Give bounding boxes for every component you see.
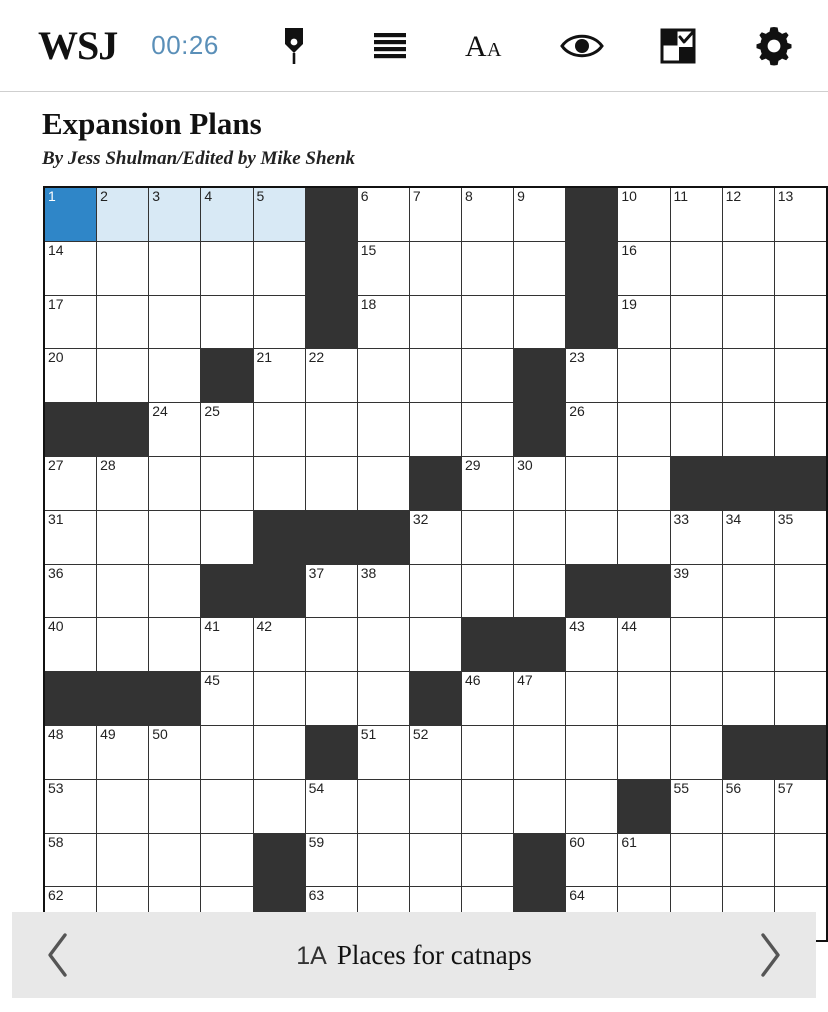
grid-cell[interactable] bbox=[97, 241, 149, 295]
grid-cell[interactable] bbox=[357, 456, 409, 510]
grid-cell[interactable] bbox=[357, 564, 409, 618]
grid-cell[interactable] bbox=[774, 187, 827, 241]
cell-number: 48 bbox=[48, 725, 64, 742]
list-icon[interactable] bbox=[368, 22, 412, 70]
grid-cell[interactable] bbox=[97, 456, 149, 510]
cell-number: 21 bbox=[256, 349, 273, 366]
grid-cell[interactable] bbox=[462, 564, 514, 618]
grid-cell[interactable] bbox=[618, 456, 670, 510]
grid-cell[interactable] bbox=[201, 725, 253, 779]
timer-display[interactable]: 00:26 bbox=[151, 30, 219, 60]
pencil-icon[interactable] bbox=[272, 22, 316, 70]
grid-cell[interactable] bbox=[670, 725, 722, 779]
grid-cell[interactable] bbox=[305, 672, 357, 726]
grid-block-cell bbox=[670, 456, 722, 510]
grid-cell[interactable] bbox=[149, 187, 201, 241]
grid-cell[interactable] bbox=[774, 349, 827, 403]
grid-cell[interactable] bbox=[514, 672, 566, 726]
grid-cell[interactable] bbox=[149, 618, 201, 672]
grid-cell[interactable] bbox=[44, 349, 97, 403]
grid-cell[interactable] bbox=[670, 672, 722, 726]
cell-number: 14 bbox=[48, 241, 64, 258]
cell-number: 10 bbox=[621, 188, 637, 204]
cell-number: 9 bbox=[517, 188, 525, 204]
cell-number: 56 bbox=[725, 779, 742, 796]
cell-number: 60 bbox=[569, 833, 585, 850]
clue-label: Places for catnaps bbox=[336, 939, 532, 970]
grid-cell[interactable] bbox=[618, 295, 670, 349]
crossword-grid-container bbox=[0, 178, 828, 942]
puzzle-byline: By Jess Shulman/Edited by Mike Shenk bbox=[42, 148, 356, 169]
grid-row bbox=[44, 672, 827, 726]
grid-cell[interactable] bbox=[670, 618, 722, 672]
cell-number: 59 bbox=[308, 833, 325, 850]
reveal-eye-icon[interactable] bbox=[560, 22, 604, 70]
grid-row bbox=[44, 779, 827, 833]
grid-cell[interactable] bbox=[670, 779, 722, 833]
grid-cell[interactable] bbox=[97, 833, 149, 887]
grid-row bbox=[44, 241, 827, 295]
grid-cell[interactable] bbox=[97, 564, 149, 618]
cell-number: 54 bbox=[308, 779, 325, 796]
grid-cell[interactable] bbox=[514, 510, 566, 564]
grid-row bbox=[44, 618, 827, 672]
grid-cell[interactable] bbox=[409, 618, 461, 672]
grid-cell[interactable] bbox=[566, 403, 618, 457]
grid-block-cell bbox=[253, 510, 305, 564]
grid-cell[interactable] bbox=[462, 349, 514, 403]
grid-cell[interactable] bbox=[409, 564, 461, 618]
grid-cell[interactable] bbox=[566, 833, 618, 887]
grid-block-cell bbox=[305, 187, 357, 241]
grid-cell[interactable] bbox=[618, 187, 670, 241]
wsj-logo: WSJ bbox=[38, 23, 118, 68]
grid-cell[interactable] bbox=[670, 510, 722, 564]
grid-block-cell bbox=[514, 618, 566, 672]
grid-row bbox=[44, 564, 827, 618]
cell-number: 33 bbox=[673, 510, 690, 527]
grid-block-cell bbox=[305, 241, 357, 295]
grid-cell[interactable] bbox=[462, 725, 514, 779]
grid-cell[interactable] bbox=[409, 187, 461, 241]
grid-cell[interactable] bbox=[722, 833, 774, 887]
grid-cell[interactable] bbox=[462, 187, 514, 241]
cell-number: 25 bbox=[204, 403, 220, 420]
grid-row bbox=[44, 456, 827, 510]
cell-number: 8 bbox=[465, 188, 473, 204]
grid-cell[interactable] bbox=[253, 618, 305, 672]
grid-block-cell bbox=[409, 672, 461, 726]
grid-cell[interactable] bbox=[566, 779, 618, 833]
grid-cell[interactable] bbox=[409, 725, 461, 779]
cell-number: 22 bbox=[308, 349, 325, 366]
grid-cell[interactable] bbox=[409, 241, 461, 295]
grid-row bbox=[44, 833, 827, 887]
grid-cell[interactable] bbox=[462, 510, 514, 564]
grid-cell[interactable] bbox=[409, 833, 461, 887]
grid-cell[interactable] bbox=[305, 618, 357, 672]
cell-number: 36 bbox=[48, 564, 64, 581]
grid-cell[interactable] bbox=[462, 833, 514, 887]
grid-cell[interactable] bbox=[357, 618, 409, 672]
grid-cell[interactable] bbox=[44, 456, 97, 510]
crossword-grid[interactable] bbox=[43, 186, 828, 942]
cell-number: 19 bbox=[621, 295, 637, 312]
grid-cell[interactable] bbox=[514, 187, 566, 241]
grid-block-cell bbox=[201, 564, 253, 618]
cell-number: 34 bbox=[725, 510, 742, 527]
current-clue[interactable] bbox=[86, 940, 742, 971]
grid-cell[interactable] bbox=[618, 672, 670, 726]
grid-cell[interactable] bbox=[670, 564, 722, 618]
cell-number: 51 bbox=[360, 725, 377, 742]
grid-cell[interactable] bbox=[201, 510, 253, 564]
grid-cell[interactable] bbox=[149, 295, 201, 349]
grid-row bbox=[44, 349, 827, 403]
cell-number: 1 bbox=[48, 188, 56, 204]
grid-block-cell bbox=[566, 295, 618, 349]
grid-block-cell bbox=[514, 349, 566, 403]
grid-block-cell bbox=[618, 779, 670, 833]
grid-cell[interactable] bbox=[97, 725, 149, 779]
cell-number: 53 bbox=[48, 779, 64, 796]
grid-cell[interactable] bbox=[149, 241, 201, 295]
grid-block-cell bbox=[618, 564, 670, 618]
clue-bar bbox=[12, 912, 816, 998]
grid-cell[interactable] bbox=[253, 241, 305, 295]
grid-cell[interactable] bbox=[253, 349, 305, 403]
grid-cell[interactable] bbox=[305, 833, 357, 887]
grid-block-cell bbox=[774, 725, 827, 779]
grid-cell[interactable] bbox=[774, 618, 827, 672]
cell-number: 63 bbox=[308, 887, 325, 904]
grid-cell[interactable] bbox=[201, 403, 253, 457]
grid-cell[interactable] bbox=[44, 510, 97, 564]
grid-cell[interactable] bbox=[305, 564, 357, 618]
grid-cell[interactable] bbox=[357, 349, 409, 403]
grid-cell[interactable] bbox=[722, 241, 774, 295]
cell-number: 23 bbox=[569, 349, 585, 366]
grid-cell[interactable] bbox=[774, 564, 827, 618]
clue-number: 1A bbox=[296, 941, 327, 970]
cell-number: 20 bbox=[48, 349, 64, 366]
cell-number: 6 bbox=[360, 188, 369, 204]
cell-number: 16 bbox=[621, 241, 637, 258]
grid-cell[interactable] bbox=[253, 187, 305, 241]
cell-number: 57 bbox=[777, 779, 794, 796]
grid-cell[interactable] bbox=[44, 725, 97, 779]
font-size-icon[interactable] bbox=[464, 22, 508, 70]
grid-block-cell bbox=[774, 456, 827, 510]
cell-number: 11 bbox=[673, 188, 689, 204]
grid-cell[interactable] bbox=[44, 295, 97, 349]
grid-block-cell bbox=[97, 672, 149, 726]
grid-cell[interactable] bbox=[253, 672, 305, 726]
grid-cell[interactable] bbox=[97, 295, 149, 349]
grid-cell[interactable] bbox=[201, 833, 253, 887]
cell-number: 4 bbox=[204, 188, 213, 204]
grid-block-cell bbox=[722, 725, 774, 779]
grid-cell[interactable] bbox=[514, 779, 566, 833]
grid-cell[interactable] bbox=[149, 456, 201, 510]
grid-cell[interactable] bbox=[409, 349, 461, 403]
grid-cell[interactable] bbox=[774, 779, 827, 833]
cell-number: 43 bbox=[569, 618, 585, 635]
cell-number: 7 bbox=[412, 188, 421, 204]
check-grid-icon[interactable] bbox=[656, 22, 700, 70]
grid-cell[interactable] bbox=[722, 403, 774, 457]
grid-cell[interactable] bbox=[253, 779, 305, 833]
grid-block-cell bbox=[44, 672, 97, 726]
grid-cell[interactable] bbox=[201, 456, 253, 510]
grid-cell[interactable] bbox=[97, 349, 149, 403]
grid-block-cell bbox=[201, 349, 253, 403]
cell-number: 3 bbox=[152, 188, 161, 204]
grid-row bbox=[44, 295, 827, 349]
cell-number: 61 bbox=[621, 833, 637, 850]
grid-cell[interactable] bbox=[670, 349, 722, 403]
grid-cell[interactable] bbox=[201, 187, 253, 241]
grid-cell[interactable] bbox=[774, 510, 827, 564]
grid-block-cell bbox=[514, 833, 566, 887]
grid-block-cell bbox=[305, 510, 357, 564]
grid-block-cell bbox=[253, 833, 305, 887]
grid-block-cell bbox=[305, 725, 357, 779]
grid-cell[interactable] bbox=[357, 672, 409, 726]
grid-cell[interactable] bbox=[44, 241, 97, 295]
grid-cell[interactable] bbox=[566, 510, 618, 564]
grid-cell[interactable] bbox=[149, 349, 201, 403]
grid-cell[interactable] bbox=[44, 833, 97, 887]
grid-cell[interactable] bbox=[514, 295, 566, 349]
grid-cell[interactable] bbox=[305, 456, 357, 510]
cell-number: 12 bbox=[725, 188, 742, 204]
grid-cell[interactable] bbox=[305, 349, 357, 403]
grid-cell[interactable] bbox=[149, 564, 201, 618]
cell-number: 32 bbox=[412, 510, 429, 527]
cell-number: 15 bbox=[360, 241, 377, 258]
grid-cell[interactable] bbox=[514, 456, 566, 510]
grid-cell[interactable] bbox=[201, 295, 253, 349]
grid-row bbox=[44, 187, 827, 241]
cell-number: 44 bbox=[621, 618, 637, 635]
grid-cell[interactable] bbox=[722, 618, 774, 672]
grid-cell[interactable] bbox=[566, 349, 618, 403]
grid-cell[interactable] bbox=[618, 618, 670, 672]
grid-block-cell bbox=[409, 456, 461, 510]
grid-block-cell bbox=[566, 187, 618, 241]
cell-number: 5 bbox=[256, 188, 265, 204]
grid-cell[interactable] bbox=[149, 833, 201, 887]
grid-cell[interactable] bbox=[566, 618, 618, 672]
grid-cell[interactable] bbox=[357, 779, 409, 833]
grid-block-cell bbox=[97, 403, 149, 457]
grid-cell[interactable] bbox=[97, 510, 149, 564]
grid-row bbox=[44, 725, 827, 779]
grid-block-cell bbox=[722, 456, 774, 510]
grid-cell[interactable] bbox=[201, 618, 253, 672]
grid-cell[interactable] bbox=[462, 456, 514, 510]
grid-cell[interactable] bbox=[253, 456, 305, 510]
grid-cell[interactable] bbox=[514, 564, 566, 618]
grid-cell[interactable] bbox=[618, 349, 670, 403]
grid-cell[interactable] bbox=[722, 510, 774, 564]
toolbar-icon-group bbox=[272, 22, 802, 70]
grid-cell[interactable] bbox=[149, 403, 201, 457]
cell-number: 38 bbox=[360, 564, 377, 581]
grid-cell[interactable] bbox=[670, 403, 722, 457]
grid-cell[interactable] bbox=[357, 187, 409, 241]
grid-cell[interactable] bbox=[462, 779, 514, 833]
grid-cell[interactable] bbox=[774, 833, 827, 887]
cell-number: 31 bbox=[48, 510, 64, 527]
grid-cell[interactable] bbox=[44, 564, 97, 618]
cell-number: 64 bbox=[569, 887, 585, 904]
grid-cell[interactable] bbox=[97, 779, 149, 833]
grid-cell[interactable] bbox=[670, 833, 722, 887]
cell-number: 41 bbox=[204, 618, 220, 635]
cell-number: 35 bbox=[777, 510, 794, 527]
puzzle-header bbox=[0, 92, 828, 178]
grid-cell[interactable] bbox=[774, 403, 827, 457]
cell-number: 18 bbox=[360, 295, 377, 312]
grid-cell[interactable] bbox=[618, 241, 670, 295]
grid-cell[interactable] bbox=[253, 725, 305, 779]
grid-row bbox=[44, 403, 827, 457]
cell-number: 30 bbox=[517, 456, 533, 473]
cell-number: 13 bbox=[777, 188, 794, 204]
grid-cell[interactable] bbox=[357, 295, 409, 349]
svg-text:A: A bbox=[465, 29, 487, 62]
grid-cell[interactable] bbox=[722, 349, 774, 403]
grid-cell[interactable] bbox=[44, 187, 97, 241]
grid-cell[interactable] bbox=[97, 187, 149, 241]
cell-number: 27 bbox=[48, 456, 64, 473]
grid-block-cell bbox=[514, 403, 566, 457]
cell-number: 58 bbox=[48, 833, 64, 850]
grid-cell[interactable] bbox=[566, 456, 618, 510]
grid-cell[interactable] bbox=[618, 725, 670, 779]
grid-cell[interactable] bbox=[409, 510, 461, 564]
cell-number: 29 bbox=[465, 456, 481, 473]
grid-cell[interactable] bbox=[514, 725, 566, 779]
grid-cell[interactable] bbox=[722, 187, 774, 241]
gear-icon[interactable] bbox=[752, 22, 796, 70]
grid-cell[interactable] bbox=[201, 241, 253, 295]
grid-cell[interactable] bbox=[409, 295, 461, 349]
cell-number: 28 bbox=[100, 456, 116, 473]
previous-clue-button[interactable] bbox=[30, 927, 86, 983]
grid-block-cell bbox=[305, 295, 357, 349]
grid-cell[interactable] bbox=[409, 403, 461, 457]
grid-cell[interactable] bbox=[774, 672, 827, 726]
cell-number: 40 bbox=[48, 618, 64, 635]
grid-cell[interactable] bbox=[305, 403, 357, 457]
cell-number: 17 bbox=[48, 295, 64, 312]
cell-number: 47 bbox=[517, 672, 533, 689]
grid-block-cell bbox=[253, 564, 305, 618]
grid-cell[interactable] bbox=[722, 779, 774, 833]
grid-block-cell bbox=[566, 564, 618, 618]
cell-number: 62 bbox=[48, 887, 64, 904]
grid-cell[interactable] bbox=[670, 187, 722, 241]
grid-cell[interactable] bbox=[462, 672, 514, 726]
grid-cell[interactable] bbox=[97, 618, 149, 672]
grid-cell[interactable] bbox=[357, 833, 409, 887]
next-clue-button[interactable] bbox=[742, 927, 798, 983]
grid-cell[interactable] bbox=[305, 779, 357, 833]
cell-number: 45 bbox=[204, 672, 220, 689]
grid-cell[interactable] bbox=[462, 403, 514, 457]
cell-number: 42 bbox=[256, 618, 273, 635]
cell-number: 46 bbox=[465, 672, 481, 689]
app-toolbar bbox=[0, 0, 828, 92]
grid-cell[interactable] bbox=[774, 295, 827, 349]
grid-cell[interactable] bbox=[618, 510, 670, 564]
grid-cell[interactable] bbox=[357, 403, 409, 457]
grid-cell[interactable] bbox=[149, 779, 201, 833]
grid-cell[interactable] bbox=[357, 725, 409, 779]
grid-block-cell bbox=[566, 241, 618, 295]
grid-cell[interactable] bbox=[149, 725, 201, 779]
grid-block-cell bbox=[149, 672, 201, 726]
cell-number: 49 bbox=[100, 725, 116, 742]
grid-cell[interactable] bbox=[774, 241, 827, 295]
grid-cell[interactable] bbox=[253, 403, 305, 457]
grid-cell[interactable] bbox=[357, 241, 409, 295]
grid-cell[interactable] bbox=[462, 241, 514, 295]
grid-block-cell bbox=[357, 510, 409, 564]
grid-cell[interactable] bbox=[722, 672, 774, 726]
cell-number: 52 bbox=[412, 725, 429, 742]
grid-cell[interactable] bbox=[201, 779, 253, 833]
grid-cell[interactable] bbox=[44, 618, 97, 672]
cell-number: 26 bbox=[569, 403, 585, 420]
grid-cell[interactable] bbox=[409, 779, 461, 833]
grid-cell[interactable] bbox=[566, 725, 618, 779]
grid-cell[interactable] bbox=[618, 403, 670, 457]
cell-number: 24 bbox=[152, 403, 168, 420]
cell-number: 50 bbox=[152, 725, 168, 742]
cell-number: 55 bbox=[673, 779, 690, 796]
grid-row bbox=[44, 510, 827, 564]
cell-number: 39 bbox=[673, 564, 690, 581]
grid-cell[interactable] bbox=[670, 241, 722, 295]
grid-cell[interactable] bbox=[201, 672, 253, 726]
grid-cell[interactable] bbox=[253, 295, 305, 349]
svg-text:A: A bbox=[487, 38, 502, 61]
grid-cell[interactable] bbox=[618, 833, 670, 887]
cell-number: 37 bbox=[308, 564, 325, 581]
grid-cell[interactable] bbox=[670, 295, 722, 349]
grid-cell[interactable] bbox=[514, 241, 566, 295]
grid-block-cell bbox=[44, 403, 97, 457]
grid-block-cell bbox=[462, 618, 514, 672]
grid-cell[interactable] bbox=[722, 295, 774, 349]
grid-cell[interactable] bbox=[462, 295, 514, 349]
grid-cell[interactable] bbox=[566, 672, 618, 726]
page-title: Expansion Plans bbox=[42, 106, 262, 141]
grid-cell[interactable] bbox=[44, 779, 97, 833]
grid-cell[interactable] bbox=[722, 564, 774, 618]
grid-cell[interactable] bbox=[149, 510, 201, 564]
cell-number: 2 bbox=[100, 188, 108, 204]
